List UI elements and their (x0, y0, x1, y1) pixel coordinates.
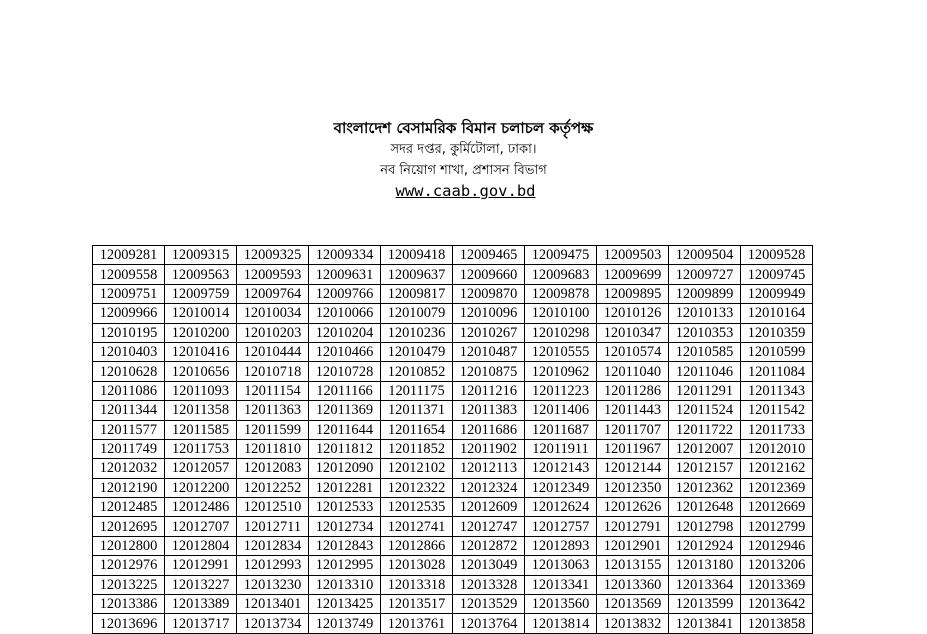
roll-number-cell: 12011046 (669, 362, 741, 381)
roll-number-cell: 12011343 (741, 381, 813, 400)
roll-number-cell: 12010875 (453, 362, 525, 381)
roll-number-cell: 12009660 (453, 265, 525, 284)
roll-number-cell: 12011369 (309, 401, 381, 420)
roll-number-cell: 12011524 (669, 401, 741, 420)
roll-number-cell: 12013360 (597, 575, 669, 594)
roll-number-cell: 12012007 (669, 439, 741, 458)
roll-number-cell: 12012893 (525, 536, 597, 555)
roll-number-cell: 12010298 (525, 323, 597, 342)
table-row (93, 323, 813, 342)
table-row (93, 304, 813, 323)
roll-number-cell: 12011406 (525, 401, 597, 420)
roll-number-cell: 12012102 (381, 459, 453, 478)
roll-number-cell: 12010034 (237, 304, 309, 323)
roll-number-cell: 12011086 (93, 381, 165, 400)
roll-number-cell: 12012143 (525, 459, 597, 478)
roll-number-cell: 12011371 (381, 401, 453, 420)
roll-number-cell: 12013230 (237, 575, 309, 594)
roll-number-cell: 12012707 (165, 517, 237, 536)
roll-number-cell: 12012157 (669, 459, 741, 478)
roll-number-cell: 12012486 (165, 498, 237, 517)
table-row (93, 614, 813, 633)
roll-number-cell: 12013180 (669, 556, 741, 575)
roll-number-cell: 12013764 (453, 614, 525, 633)
roll-number-cell: 12012190 (93, 478, 165, 497)
roll-number-cell: 12013328 (453, 575, 525, 594)
roll-number-cell: 12010852 (381, 362, 453, 381)
table-row (93, 246, 813, 265)
roll-number-cell: 12012946 (741, 536, 813, 555)
roll-number-cell: 12009528 (741, 246, 813, 265)
roll-number-cell: 12013318 (381, 575, 453, 594)
roll-number-cell: 12012976 (93, 556, 165, 575)
roll-number-cell: 12011040 (597, 362, 669, 381)
roll-number-cell: 12009475 (525, 246, 597, 265)
roll-number-cell: 12013841 (669, 614, 741, 633)
roll-number-cell: 12011812 (309, 439, 381, 458)
roll-number-cell: 12011291 (669, 381, 741, 400)
roll-number-cell: 12011753 (165, 439, 237, 458)
roll-number-cell: 12011154 (237, 381, 309, 400)
roll-number-cell: 12009966 (93, 304, 165, 323)
roll-number-cell: 12009325 (237, 246, 309, 265)
roll-number-cell: 12010585 (669, 342, 741, 361)
roll-number-cell: 12011722 (669, 420, 741, 439)
roll-number-cell: 12009418 (381, 246, 453, 265)
table-row (93, 498, 813, 517)
roll-number-cell: 12011084 (741, 362, 813, 381)
roll-number-cell: 12012485 (93, 498, 165, 517)
roll-number-cell: 12012057 (165, 459, 237, 478)
roll-number-cell: 12013206 (741, 556, 813, 575)
roll-number-cell: 12010353 (669, 323, 741, 342)
roll-number-cell: 12011967 (597, 439, 669, 458)
roll-number-cell: 12013517 (381, 595, 453, 614)
roll-number-cell: 12010718 (237, 362, 309, 381)
roll-number-cell: 12012734 (309, 517, 381, 536)
roll-number-cell: 12011687 (525, 420, 597, 439)
roll-number-cell: 12013734 (237, 614, 309, 633)
roll-number-cell: 12009899 (669, 284, 741, 303)
roll-number-cell: 12011733 (741, 420, 813, 439)
roll-number-cell: 12013599 (669, 595, 741, 614)
roll-number-cell: 12011093 (165, 381, 237, 400)
roll-number-cell: 12012872 (453, 536, 525, 555)
roll-number-cell: 12010416 (165, 342, 237, 361)
roll-number-cell: 12011175 (381, 381, 453, 400)
roll-number-cell: 12013696 (93, 614, 165, 633)
table-row (93, 517, 813, 536)
roll-number-cell: 12010236 (381, 323, 453, 342)
roll-number-cell: 12010728 (309, 362, 381, 381)
roll-number-cell: 12012350 (597, 478, 669, 497)
roll-number-cell: 12009281 (93, 246, 165, 265)
roll-number-cell: 12012669 (741, 498, 813, 517)
table-row (93, 595, 813, 614)
roll-number-cell: 12012252 (237, 478, 309, 497)
roll-number-cell: 12011599 (237, 420, 309, 439)
roll-number-cell: 12013529 (453, 595, 525, 614)
table-row (93, 284, 813, 303)
roll-number-cell: 12010079 (381, 304, 453, 323)
roll-number-cell: 12011686 (453, 420, 525, 439)
roll-number-cell: 12013814 (525, 614, 597, 633)
roll-number-cell: 12010628 (93, 362, 165, 381)
roll-number-cell: 12009764 (237, 284, 309, 303)
roll-number-cell: 12010133 (669, 304, 741, 323)
roll-number-cell: 12012800 (93, 536, 165, 555)
roll-number-cell: 12012798 (669, 517, 741, 536)
roll-number-cell: 12012711 (237, 517, 309, 536)
roll-number-cell: 12012843 (309, 536, 381, 555)
table-row (93, 342, 813, 361)
roll-number-cell: 12009563 (165, 265, 237, 284)
document-header (0, 118, 927, 201)
roll-number-cell: 12010100 (525, 304, 597, 323)
roll-number-cell: 12009751 (93, 284, 165, 303)
roll-number-cell: 12009334 (309, 246, 381, 265)
roll-number-cell: 12013049 (453, 556, 525, 575)
roll-number-cell: 12010479 (381, 342, 453, 361)
roll-number-cell: 12012834 (237, 536, 309, 555)
roll-number-cell: 12009503 (597, 246, 669, 265)
roll-number-cell: 12010195 (93, 323, 165, 342)
roll-number-cell: 12012010 (741, 439, 813, 458)
roll-number-cell: 12012144 (597, 459, 669, 478)
roll-number-cell: 12011577 (93, 420, 165, 439)
roll-number-cell: 12010359 (741, 323, 813, 342)
roll-number-cell: 12010200 (165, 323, 237, 342)
table-row (93, 420, 813, 439)
table-row (93, 459, 813, 478)
department-name: নব নিয়োগ শাখা, প্রশাসন বিভাগ (380, 163, 547, 178)
organization-title: বাংলাদেশ বেসামরিক বিমান চলাচল কর্তৃপক্ষ (333, 119, 594, 137)
roll-number-cell: 12011216 (453, 381, 525, 400)
roll-number-cell: 12012090 (309, 459, 381, 478)
roll-number-cell: 12012901 (597, 536, 669, 555)
roll-number-cell: 12012281 (309, 478, 381, 497)
roll-number-cell: 12009745 (741, 265, 813, 284)
roll-number-cell: 12012695 (93, 517, 165, 536)
roll-number-cell: 12011542 (741, 401, 813, 420)
roll-number-cell: 12012609 (453, 498, 525, 517)
roll-number-cell: 12010126 (597, 304, 669, 323)
roll-number-cell: 12013832 (597, 614, 669, 633)
roll-number-cell: 12013341 (525, 575, 597, 594)
roll-number-cell: 12011707 (597, 420, 669, 439)
roll-number-cell: 12012032 (93, 459, 165, 478)
roll-number-cell: 12010962 (525, 362, 597, 381)
table-row (93, 575, 813, 594)
table-row (93, 401, 813, 420)
roll-number-cell: 12013749 (309, 614, 381, 633)
roll-number-cell: 12012369 (741, 478, 813, 497)
roll-number-cell: 12009727 (669, 265, 741, 284)
roll-number-cell: 12013642 (741, 595, 813, 614)
roll-number-cell: 12011358 (165, 401, 237, 420)
roll-number-cell: 12012626 (597, 498, 669, 517)
roll-number-cell: 12012741 (381, 517, 453, 536)
roll-number-cell: 12013227 (165, 575, 237, 594)
roll-number-cell: 12012993 (237, 556, 309, 575)
roll-number-cell: 12012200 (165, 478, 237, 497)
roll-number-cell: 12009315 (165, 246, 237, 265)
roll-number-table (92, 245, 813, 634)
roll-number-cell: 12012324 (453, 478, 525, 497)
table-row (93, 478, 813, 497)
roll-number-cell: 12013717 (165, 614, 237, 633)
roll-number-cell: 12013389 (165, 595, 237, 614)
table-row (93, 536, 813, 555)
roll-number-cell: 12009878 (525, 284, 597, 303)
roll-number-cell: 12013310 (309, 575, 381, 594)
roll-number-cell: 12012791 (597, 517, 669, 536)
roll-number-cell: 12009504 (669, 246, 741, 265)
roll-number-cell: 12012924 (669, 536, 741, 555)
roll-number-cell: 12009766 (309, 284, 381, 303)
roll-number-cell: 12013560 (525, 595, 597, 614)
roll-number-cell: 12012624 (525, 498, 597, 517)
roll-number-cell: 12012510 (237, 498, 309, 517)
roll-number-cell: 12012535 (381, 498, 453, 517)
roll-number-cell: 12011443 (597, 401, 669, 420)
table-row (93, 265, 813, 284)
roll-number-cell: 12012533 (309, 498, 381, 517)
roll-number-cell: 12009699 (597, 265, 669, 284)
roll-number-cell: 12011223 (525, 381, 597, 400)
roll-number-cell: 12012866 (381, 536, 453, 555)
roll-number-cell: 12013569 (597, 595, 669, 614)
roll-number-cell: 12011644 (309, 420, 381, 439)
website-link[interactable]: www.caab.gov.bd (395, 182, 536, 200)
roll-number-cell: 12012113 (453, 459, 525, 478)
roll-number-cell: 12011654 (381, 420, 453, 439)
roll-number-cell: 12011363 (237, 401, 309, 420)
roll-number-cell: 12011810 (237, 439, 309, 458)
roll-number-cell: 12009558 (93, 265, 165, 284)
roll-number-cell: 12009465 (453, 246, 525, 265)
roll-number-cell: 12009637 (381, 265, 453, 284)
roll-number-cell: 12012162 (741, 459, 813, 478)
roll-number-cell: 12011749 (93, 439, 165, 458)
roll-number-cell: 12010347 (597, 323, 669, 342)
roll-number-cell: 12012995 (309, 556, 381, 575)
roll-number-cell: 12013369 (741, 575, 813, 594)
roll-number-cell: 12013364 (669, 575, 741, 594)
roll-number-cell: 12010599 (741, 342, 813, 361)
roll-number-cell: 12010203 (237, 323, 309, 342)
roll-number-cell: 12013761 (381, 614, 453, 633)
roll-number-cell: 12012362 (669, 478, 741, 497)
roll-number-cell: 12013401 (237, 595, 309, 614)
roll-number-table-body (93, 246, 813, 634)
roll-number-cell: 12010466 (309, 342, 381, 361)
roll-number-cell: 12010066 (309, 304, 381, 323)
roll-number-cell: 12012648 (669, 498, 741, 517)
roll-number-cell: 12013225 (93, 575, 165, 594)
roll-number-cell: 12011166 (309, 381, 381, 400)
roll-number-cell: 12009895 (597, 284, 669, 303)
roll-number-cell: 12012083 (237, 459, 309, 478)
office-address: সদর দপ্তর, কুর্মিটোলা, ঢাকা। (390, 142, 537, 157)
roll-number-cell: 12012349 (525, 478, 597, 497)
roll-number-cell: 12010656 (165, 362, 237, 381)
roll-number-cell: 12010487 (453, 342, 525, 361)
roll-number-cell: 12011911 (525, 439, 597, 458)
roll-number-cell: 12012322 (381, 478, 453, 497)
roll-number-cell: 12013425 (309, 595, 381, 614)
roll-number-cell: 12011344 (93, 401, 165, 420)
roll-number-cell: 12012799 (741, 517, 813, 536)
roll-number-cell: 12013858 (741, 614, 813, 633)
roll-number-cell: 12010574 (597, 342, 669, 361)
roll-number-cell: 12009683 (525, 265, 597, 284)
roll-number-cell: 12010204 (309, 323, 381, 342)
roll-number-cell: 12012804 (165, 536, 237, 555)
table-row (93, 362, 813, 381)
roll-number-cell: 12012747 (453, 517, 525, 536)
roll-number-cell: 12011902 (453, 439, 525, 458)
roll-number-cell: 12013063 (525, 556, 597, 575)
roll-number-cell: 12011585 (165, 420, 237, 439)
roll-number-cell: 12010403 (93, 342, 165, 361)
roll-number-cell: 12010014 (165, 304, 237, 323)
roll-number-cell: 12012991 (165, 556, 237, 575)
roll-number-cell: 12011852 (381, 439, 453, 458)
roll-number-cell: 12009949 (741, 284, 813, 303)
roll-number-cell: 12012757 (525, 517, 597, 536)
table-row (93, 556, 813, 575)
table-row (93, 381, 813, 400)
roll-number-cell: 12011286 (597, 381, 669, 400)
roll-number-cell: 12010267 (453, 323, 525, 342)
roll-number-cell: 12010164 (741, 304, 813, 323)
roll-number-cell: 12009631 (309, 265, 381, 284)
roll-number-cell: 12009759 (165, 284, 237, 303)
roll-number-cell: 12013028 (381, 556, 453, 575)
table-row (93, 439, 813, 458)
roll-number-cell: 12009870 (453, 284, 525, 303)
roll-number-cell: 12010096 (453, 304, 525, 323)
roll-number-cell: 12010444 (237, 342, 309, 361)
roll-number-cell: 12011383 (453, 401, 525, 420)
roll-number-cell: 12013155 (597, 556, 669, 575)
roll-number-cell: 12009817 (381, 284, 453, 303)
roll-number-cell: 12013386 (93, 595, 165, 614)
roll-number-cell: 12009593 (237, 265, 309, 284)
roll-number-cell: 12010555 (525, 342, 597, 361)
